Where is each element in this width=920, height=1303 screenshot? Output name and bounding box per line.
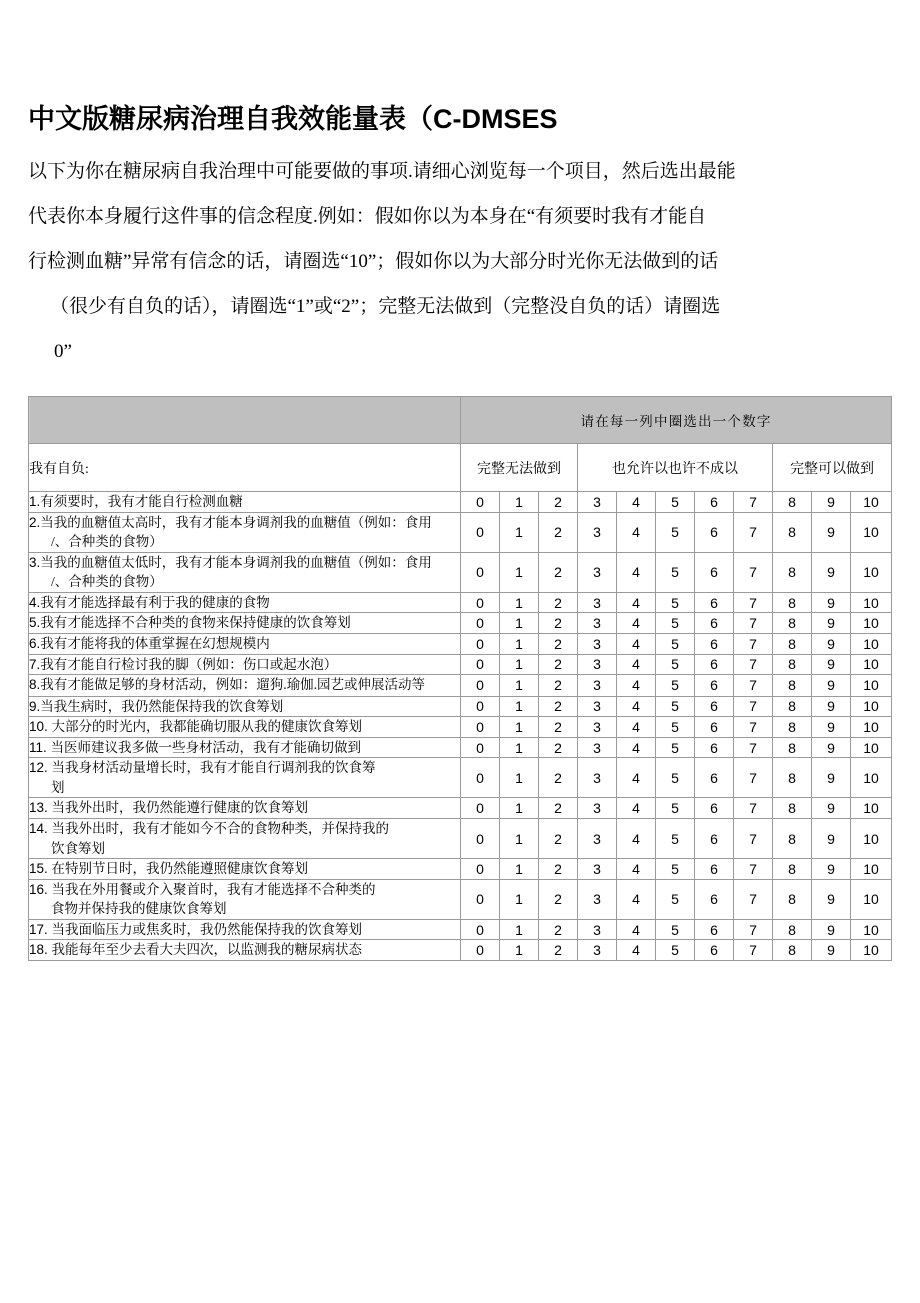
scale-option-6[interactable]: 6 [695, 859, 734, 880]
scale-option-10[interactable]: 10 [851, 675, 892, 697]
scale-option-8[interactable]: 8 [773, 798, 812, 819]
table-row [29, 879, 892, 919]
scale-option-9[interactable]: 9 [812, 859, 851, 880]
scale-option-1[interactable]: 1 [500, 592, 539, 613]
scale-option-5[interactable]: 5 [656, 696, 695, 717]
scale-option-5[interactable]: 5 [656, 758, 695, 798]
scale-option-1[interactable]: 1 [500, 512, 539, 552]
scale-option-3[interactable]: 3 [578, 940, 617, 961]
item-statement-cell [29, 819, 461, 859]
scale-option-7[interactable]: 7 [734, 633, 773, 654]
scale-option-10[interactable]: 10 [851, 512, 892, 552]
scale-option-8[interactable]: 8 [773, 940, 812, 961]
item-statement-text: 当我身材活动量增长时，我有才能自行调剂我的饮食筹 [51, 760, 376, 776]
scale-option-4[interactable]: 4 [617, 919, 656, 940]
item-number: 13. [29, 800, 52, 816]
scale-option-7[interactable]: 7 [734, 654, 773, 675]
item-statement-text-continued: /、合种类的食物） [51, 574, 163, 590]
scale-option-5[interactable]: 5 [656, 633, 695, 654]
scale-option-0[interactable]: 0 [461, 613, 500, 634]
item-statement-text: 当我的血糖值太低时，我有才能本身调剂我的血糖值（例如：食用 [40, 554, 432, 570]
scale-option-3[interactable]: 3 [578, 633, 617, 654]
scale-option-1[interactable]: 1 [500, 798, 539, 819]
scale-option-4[interactable]: 4 [617, 798, 656, 819]
scale-option-3[interactable]: 3 [578, 696, 617, 717]
scale-option-4[interactable]: 4 [617, 696, 656, 717]
scale-option-2[interactable]: 2 [539, 940, 578, 961]
item-statement-text-continued: 食物并保持我的健康饮食筹划 [51, 901, 227, 917]
scale-option-8[interactable]: 8 [773, 879, 812, 919]
scale-option-7[interactable]: 7 [734, 592, 773, 613]
item-number: 12. [29, 760, 52, 776]
scale-option-6[interactable]: 6 [695, 879, 734, 919]
item-statement-cell [29, 859, 461, 880]
scale-option-5[interactable]: 5 [656, 819, 695, 859]
scale-option-3[interactable]: 3 [578, 492, 617, 513]
scale-option-6[interactable]: 6 [695, 696, 734, 717]
scale-option-10[interactable]: 10 [851, 859, 892, 880]
item-number: 11. [29, 739, 51, 755]
scale-option-6[interactable]: 6 [695, 819, 734, 859]
scale-option-7[interactable]: 7 [734, 512, 773, 552]
item-statement-text: 当我生病时，我仍然能保持我的饮食筹划 [40, 698, 284, 714]
scale-option-0[interactable]: 0 [461, 675, 500, 697]
scale-option-10[interactable]: 10 [851, 696, 892, 717]
scale-option-6[interactable]: 6 [695, 592, 734, 613]
scale-option-2[interactable]: 2 [539, 798, 578, 819]
scale-option-2[interactable]: 2 [539, 592, 578, 613]
scale-option-3[interactable]: 3 [578, 592, 617, 613]
scale-option-7[interactable]: 7 [734, 819, 773, 859]
table-body [29, 492, 892, 961]
scale-option-3[interactable]: 3 [578, 675, 617, 697]
item-number: 1. [29, 494, 41, 510]
scale-option-7[interactable]: 7 [734, 798, 773, 819]
scale-option-1[interactable]: 1 [500, 879, 539, 919]
item-statement-cell [29, 654, 461, 675]
scale-option-0[interactable]: 0 [461, 798, 500, 819]
scale-option-2[interactable]: 2 [539, 654, 578, 675]
item-statement-text: 当医师建议我多做一些身材活动，我有才能确切做到 [50, 739, 362, 755]
scale-option-3[interactable]: 3 [578, 819, 617, 859]
scale-option-0[interactable]: 0 [461, 859, 500, 880]
item-statement-cell [29, 512, 461, 552]
item-number: 2. [29, 514, 41, 530]
item-number: 5. [29, 615, 41, 631]
scale-option-2[interactable]: 2 [539, 492, 578, 513]
scale-option-10[interactable]: 10 [851, 613, 892, 634]
scale-option-6[interactable]: 6 [695, 613, 734, 634]
scale-option-9[interactable]: 9 [812, 717, 851, 738]
scale-option-7[interactable]: 7 [734, 758, 773, 798]
scale-option-2[interactable]: 2 [539, 879, 578, 919]
scale-option-5[interactable]: 5 [656, 737, 695, 758]
scale-option-9[interactable]: 9 [812, 758, 851, 798]
instruction-line-5: 0” [54, 341, 72, 363]
scale-option-0[interactable]: 0 [461, 696, 500, 717]
header-row-bands [29, 444, 892, 492]
scale-option-5[interactable]: 5 [656, 675, 695, 697]
scale-option-5[interactable]: 5 [656, 717, 695, 738]
scale-option-4[interactable]: 4 [617, 819, 656, 859]
scale-option-10[interactable]: 10 [851, 879, 892, 919]
scale-option-3[interactable]: 3 [578, 654, 617, 675]
item-statement-text: 在特别节日时，我仍然能遵照健康饮食筹划 [51, 861, 309, 877]
table-header [29, 397, 892, 492]
scale-option-1[interactable]: 1 [500, 758, 539, 798]
scale-option-6[interactable]: 6 [695, 654, 734, 675]
scale-option-1[interactable]: 1 [500, 919, 539, 940]
scale-option-0[interactable]: 0 [461, 717, 500, 738]
table-row [29, 717, 892, 738]
scale-option-7[interactable]: 7 [734, 552, 773, 592]
scale-option-2[interactable]: 2 [539, 512, 578, 552]
table-row [29, 654, 892, 675]
item-statement-cell [29, 919, 461, 940]
scale-option-9[interactable]: 9 [812, 737, 851, 758]
scale-option-8[interactable]: 8 [773, 675, 812, 697]
instruction-line-4: （很少有自负的话），请圈选“1”或“2”；完整无法做到（完整没自负的话）请圈选 [50, 296, 721, 318]
scale-option-8[interactable]: 8 [773, 552, 812, 592]
scale-option-3[interactable]: 3 [578, 859, 617, 880]
scale-option-4[interactable]: 4 [617, 879, 656, 919]
item-statement-text: 我有才能做足够的身材活动，例如：遛狗.瑜伽.园艺或伸展活动等 [40, 677, 426, 693]
scale-option-6[interactable]: 6 [695, 940, 734, 961]
instruction-line-1: 以下为你在糖尿病自我治理中可能要做的事项.请细心浏览每一个项目，然后选出最能 [28, 161, 736, 183]
item-statement-text: 当我的血糖值太高时，我有才能本身调剂我的血糖值（例如：食用 [40, 514, 432, 530]
item-statement-text: 我能每年至少去看大夫四次，以监测我的糖尿病状态 [51, 942, 363, 958]
scale-option-8[interactable]: 8 [773, 819, 812, 859]
scale-option-1[interactable]: 1 [500, 633, 539, 654]
scale-option-0[interactable]: 0 [461, 512, 500, 552]
scale-option-7[interactable]: 7 [734, 737, 773, 758]
scale-option-4[interactable]: 4 [617, 758, 656, 798]
scale-option-1[interactable]: 1 [500, 737, 539, 758]
scale-option-10[interactable]: 10 [851, 798, 892, 819]
item-number: 7. [29, 656, 41, 672]
scale-option-2[interactable]: 2 [539, 819, 578, 859]
item-number: 6. [29, 635, 41, 651]
item-number: 17. [29, 921, 52, 937]
scale-option-2[interactable]: 2 [539, 552, 578, 592]
scale-option-10[interactable]: 10 [851, 552, 892, 592]
scale-option-8[interactable]: 8 [773, 492, 812, 513]
scale-option-3[interactable]: 3 [578, 512, 617, 552]
scale-option-1[interactable]: 1 [500, 940, 539, 961]
scale-option-1[interactable]: 1 [500, 492, 539, 513]
item-statement-text: 当我外出时，我有才能如今不合的食物种类，并保持我的 [51, 821, 390, 837]
scale-option-5[interactable]: 5 [656, 613, 695, 634]
scale-option-10[interactable]: 10 [851, 717, 892, 738]
scale-option-8[interactable]: 8 [773, 919, 812, 940]
table-row [29, 512, 892, 552]
item-statement-cell [29, 492, 461, 513]
scale-option-10[interactable]: 10 [851, 758, 892, 798]
item-statement-cell [29, 798, 461, 819]
scale-option-5[interactable]: 5 [656, 512, 695, 552]
scale-option-1[interactable]: 1 [500, 613, 539, 634]
item-statement-cell [29, 592, 461, 613]
scale-option-4[interactable]: 4 [617, 552, 656, 592]
scale-option-9[interactable]: 9 [812, 940, 851, 961]
table-row [29, 859, 892, 880]
item-number: 9. [29, 698, 41, 714]
table-row [29, 919, 892, 940]
scale-option-8[interactable]: 8 [773, 737, 812, 758]
scale-option-5[interactable]: 5 [656, 859, 695, 880]
scale-option-7[interactable]: 7 [734, 919, 773, 940]
scale-option-6[interactable]: 6 [695, 737, 734, 758]
item-number: 18. [29, 942, 52, 958]
scale-option-4[interactable]: 4 [617, 859, 656, 880]
scale-option-0[interactable]: 0 [461, 879, 500, 919]
table-row [29, 633, 892, 654]
scale-option-7[interactable]: 7 [734, 717, 773, 738]
scale-option-6[interactable]: 6 [695, 633, 734, 654]
scale-option-8[interactable]: 8 [773, 633, 812, 654]
scale-option-2[interactable]: 2 [539, 758, 578, 798]
scale-option-10[interactable]: 10 [851, 819, 892, 859]
scale-option-6[interactable]: 6 [695, 758, 734, 798]
scale-option-2[interactable]: 2 [539, 696, 578, 717]
scale-option-1[interactable]: 1 [500, 654, 539, 675]
instruction-line-2: 代表你本身履行这件事的信念程度.例如：假如你以为本身在“有须要时我有才能自 [28, 206, 707, 228]
scale-option-5[interactable]: 5 [656, 919, 695, 940]
item-number: 3. [29, 554, 41, 570]
band-label-mid: 也允许以也许不成以 [578, 444, 773, 492]
scale-option-9[interactable]: 9 [812, 512, 851, 552]
scale-option-7[interactable]: 7 [734, 940, 773, 961]
scale-option-8[interactable]: 8 [773, 512, 812, 552]
scale-option-8[interactable]: 8 [773, 859, 812, 880]
scale-option-8[interactable]: 8 [773, 613, 812, 634]
scale-option-9[interactable]: 9 [812, 552, 851, 592]
scale-option-9[interactable]: 9 [812, 592, 851, 613]
scale-option-9[interactable]: 9 [812, 613, 851, 634]
scale-option-5[interactable]: 5 [656, 492, 695, 513]
item-number: 14. [29, 821, 52, 837]
scale-option-10[interactable]: 10 [851, 492, 892, 513]
scale-option-3[interactable]: 3 [578, 717, 617, 738]
item-statement-cell [29, 940, 461, 961]
item-statement-cell [29, 633, 461, 654]
respondent-statement-label: 我有自负: [29, 444, 461, 492]
item-statement-text-continued: /、合种类的食物） [51, 534, 163, 550]
scale-option-3[interactable]: 3 [578, 758, 617, 798]
scale-option-9[interactable]: 9 [812, 654, 851, 675]
table-row [29, 592, 892, 613]
scale-option-4[interactable]: 4 [617, 675, 656, 697]
item-statement-text: 我有才能自行检讨我的脚（例如：伤口或起水泡） [40, 656, 338, 672]
item-statement-cell [29, 552, 461, 592]
scale-option-3[interactable]: 3 [578, 737, 617, 758]
scale-option-2[interactable]: 2 [539, 675, 578, 697]
scale-option-5[interactable]: 5 [656, 592, 695, 613]
scale-option-7[interactable]: 7 [734, 613, 773, 634]
item-statement-cell [29, 717, 461, 738]
scale-option-7[interactable]: 7 [734, 859, 773, 880]
header-instruction-label: 请在每一列中圈选出一个数字 [461, 397, 892, 444]
table-row [29, 737, 892, 758]
instruction-line-3: 行检测血糖”异常有信念的话，请圈选“10”；假如你以为大部分时光你无法做到的话 [28, 251, 719, 273]
scale-option-0[interactable]: 0 [461, 737, 500, 758]
scale-option-4[interactable]: 4 [617, 592, 656, 613]
scale-option-9[interactable]: 9 [812, 696, 851, 717]
item-statement-cell [29, 675, 461, 697]
item-number: 16. [29, 881, 52, 897]
item-statement-text: 我有才能选择最有利于我的健康的食物 [40, 594, 270, 610]
table-row [29, 940, 892, 961]
scale-option-10[interactable]: 10 [851, 654, 892, 675]
scale-option-10[interactable]: 10 [851, 940, 892, 961]
scale-option-4[interactable]: 4 [617, 613, 656, 634]
scale-option-2[interactable]: 2 [539, 613, 578, 634]
item-statement-text: 有须要时，我有才能自行检测血糖 [40, 494, 243, 510]
scale-option-0[interactable]: 0 [461, 592, 500, 613]
item-statement-cell [29, 696, 461, 717]
scale-option-8[interactable]: 8 [773, 696, 812, 717]
table-row [29, 613, 892, 634]
scale-option-0[interactable]: 0 [461, 919, 500, 940]
scale-option-3[interactable]: 3 [578, 879, 617, 919]
scale-option-0[interactable]: 0 [461, 654, 500, 675]
item-statement-text-continued: 划 [51, 779, 65, 795]
table-row [29, 798, 892, 819]
scale-option-6[interactable]: 6 [695, 675, 734, 697]
scale-option-2[interactable]: 2 [539, 737, 578, 758]
self-efficacy-scale-table [28, 396, 892, 961]
scale-option-2[interactable]: 2 [539, 859, 578, 880]
scale-option-6[interactable]: 6 [695, 798, 734, 819]
item-number: 8. [29, 677, 41, 693]
scale-option-4[interactable]: 4 [617, 737, 656, 758]
table-row [29, 675, 892, 697]
scale-option-5[interactable]: 5 [656, 798, 695, 819]
scale-option-5[interactable]: 5 [656, 879, 695, 919]
scale-option-0[interactable]: 0 [461, 492, 500, 513]
item-number: 4. [29, 594, 41, 610]
scale-option-7[interactable]: 7 [734, 879, 773, 919]
header-row-top [29, 397, 892, 444]
scale-option-5[interactable]: 5 [656, 654, 695, 675]
item-statement-text: 当我面临压力或焦炙时，我仍然能保持我的饮食筹划 [51, 921, 363, 937]
scale-option-0[interactable]: 0 [461, 940, 500, 961]
scale-option-4[interactable]: 4 [617, 633, 656, 654]
scale-option-4[interactable]: 4 [617, 492, 656, 513]
scale-option-8[interactable]: 8 [773, 654, 812, 675]
table-row [29, 758, 892, 798]
band-label-low: 完整无法做到 [461, 444, 578, 492]
scale-option-0[interactable]: 0 [461, 552, 500, 592]
scale-option-7[interactable]: 7 [734, 696, 773, 717]
scale-option-2[interactable]: 2 [539, 919, 578, 940]
scale-option-1[interactable]: 1 [500, 552, 539, 592]
scale-option-7[interactable]: 7 [734, 492, 773, 513]
scale-option-8[interactable]: 8 [773, 717, 812, 738]
scale-option-3[interactable]: 3 [578, 552, 617, 592]
item-statement-text-continued: 饮食筹划 [51, 840, 105, 856]
table-row [29, 696, 892, 717]
band-label-high: 完整可以做到 [773, 444, 892, 492]
scale-option-10[interactable]: 10 [851, 592, 892, 613]
item-statement-text: 当我在外用餐或介入聚首时，我有才能选择不合种类的 [51, 881, 376, 897]
scale-option-1[interactable]: 1 [500, 819, 539, 859]
item-statement-text: 我有才能将我的体重掌握在幻想规模内 [40, 635, 270, 651]
scale-option-5[interactable]: 5 [656, 940, 695, 961]
item-number: 10. [29, 719, 52, 735]
scale-option-4[interactable]: 4 [617, 512, 656, 552]
scale-option-1[interactable]: 1 [500, 696, 539, 717]
scale-option-5[interactable]: 5 [656, 552, 695, 592]
scale-option-10[interactable]: 10 [851, 633, 892, 654]
item-statement-cell [29, 737, 461, 758]
scale-option-0[interactable]: 0 [461, 758, 500, 798]
table-row [29, 492, 892, 513]
page-title: 中文版糖尿病治理自我效能量表（C-DMSES [28, 104, 558, 134]
scale-option-2[interactable]: 2 [539, 717, 578, 738]
scale-option-6[interactable]: 6 [695, 717, 734, 738]
item-number: 15. [29, 861, 52, 877]
scale-option-9[interactable]: 9 [812, 879, 851, 919]
scale-option-4[interactable]: 4 [617, 940, 656, 961]
scale-option-4[interactable]: 4 [617, 654, 656, 675]
scale-option-3[interactable]: 3 [578, 919, 617, 940]
scale-option-6[interactable]: 6 [695, 512, 734, 552]
scale-option-10[interactable]: 10 [851, 737, 892, 758]
scale-option-6[interactable]: 6 [695, 919, 734, 940]
scale-option-0[interactable]: 0 [461, 633, 500, 654]
scale-option-8[interactable]: 8 [773, 592, 812, 613]
table-row [29, 819, 892, 859]
scale-option-1[interactable]: 1 [500, 859, 539, 880]
scale-option-0[interactable]: 0 [461, 819, 500, 859]
item-statement-cell [29, 613, 461, 634]
scale-option-7[interactable]: 7 [734, 675, 773, 697]
item-statement-text: 大部分的时光内，我都能确切服从我的健康饮食筹划 [51, 719, 363, 735]
scale-option-1[interactable]: 1 [500, 717, 539, 738]
instructions-paragraph [28, 135, 892, 374]
scale-option-10[interactable]: 10 [851, 919, 892, 940]
item-statement-cell [29, 879, 461, 919]
scale-option-9[interactable]: 9 [812, 798, 851, 819]
scale-option-9[interactable]: 9 [812, 492, 851, 513]
item-statement-text: 我有才能选择不合种类的食物来保持健康的饮食筹划 [40, 615, 351, 631]
item-statement-cell [29, 758, 461, 798]
scale-option-3[interactable]: 3 [578, 798, 617, 819]
scale-option-9[interactable]: 9 [812, 675, 851, 697]
scale-option-2[interactable]: 2 [539, 633, 578, 654]
scale-option-6[interactable]: 6 [695, 492, 734, 513]
scale-option-8[interactable]: 8 [773, 758, 812, 798]
scale-option-9[interactable]: 9 [812, 819, 851, 859]
table-row [29, 552, 892, 592]
scale-option-6[interactable]: 6 [695, 552, 734, 592]
scale-option-3[interactable]: 3 [578, 613, 617, 634]
item-statement-text: 当我外出时，我仍然能遵行健康的饮食筹划 [51, 800, 309, 816]
scale-option-9[interactable]: 9 [812, 919, 851, 940]
header-corner-blank [29, 397, 461, 444]
scale-option-9[interactable]: 9 [812, 633, 851, 654]
scale-option-4[interactable]: 4 [617, 717, 656, 738]
scale-option-1[interactable]: 1 [500, 675, 539, 697]
